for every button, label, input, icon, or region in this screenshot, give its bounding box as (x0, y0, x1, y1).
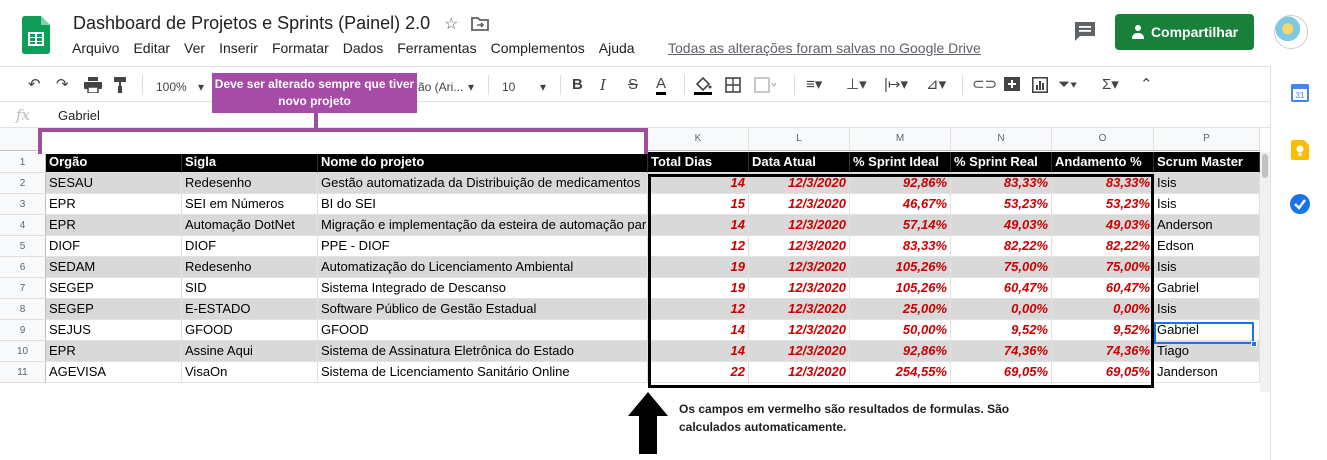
cell-sprint-ideal[interactable]: 105,26% (850, 257, 951, 278)
cell-scrum-master[interactable]: Isis (1154, 257, 1260, 278)
row-number[interactable]: 10 (0, 341, 46, 362)
cell-sprint-real[interactable]: 75,00% (951, 257, 1052, 278)
star-icon[interactable]: ☆ (444, 16, 459, 33)
cell-andamento[interactable]: 74,36% (1052, 341, 1154, 362)
calendar-icon[interactable] (1291, 84, 1309, 102)
cell-total-dias[interactable]: 12 (648, 299, 749, 320)
cell-andamento[interactable]: 82,22% (1052, 236, 1154, 257)
cell-orgao[interactable]: AGEVISA (46, 362, 182, 383)
cell-andamento[interactable]: 69,05% (1052, 362, 1154, 383)
cell-orgao[interactable]: SEJUS (46, 320, 182, 341)
menu-bar (72, 40, 649, 56)
italic-icon[interactable]: I (600, 76, 606, 94)
cell-data-atual[interactable]: 12/3/2020 (749, 341, 850, 362)
cell-sprint-ideal[interactable]: 254,55% (850, 362, 951, 383)
header-nome-projeto[interactable]: Nome do projeto (318, 152, 648, 173)
header-andamento[interactable]: Andamento % (1052, 152, 1154, 173)
menu-arquivo[interactable]: Arquivo (72, 40, 120, 56)
cell-total-dias[interactable]: 14 (648, 173, 749, 194)
cell-sprint-real[interactable]: 0,00% (951, 299, 1052, 320)
cell-sprint-real[interactable]: 74,36% (951, 341, 1052, 362)
tasks-icon[interactable] (1290, 194, 1310, 214)
cell-sigla[interactable]: GFOOD (182, 320, 318, 341)
user-avatar[interactable] (1274, 15, 1308, 49)
row-number[interactable]: 2 (0, 173, 46, 194)
row-number[interactable]: 11 (0, 362, 46, 383)
header-scrum-master[interactable]: Scrum Master (1154, 152, 1260, 173)
side-panel (1270, 66, 1327, 460)
annotation-connector (314, 113, 318, 129)
cell-andamento[interactable]: 49,03% (1052, 215, 1154, 236)
header-sigla[interactable]: Sigla (182, 152, 318, 173)
cell-nome-projeto[interactable]: Software Público de Gestão Estadual (318, 299, 648, 320)
cell-andamento[interactable]: 75,00% (1052, 257, 1154, 278)
undo-icon[interactable]: ↶ (28, 76, 41, 93)
row-number[interactable]: 5 (0, 236, 46, 257)
text-color-icon[interactable]: A (656, 75, 666, 95)
cell-total-dias[interactable]: 19 (648, 278, 749, 299)
header-orgao[interactable]: Orgão (46, 152, 182, 173)
cell-sigla[interactable]: SEI em Números (182, 194, 318, 215)
column-header-l[interactable]: L (749, 128, 850, 151)
vertical-scrollbar-track[interactable] (1260, 152, 1270, 392)
column-header-o[interactable]: O (1052, 128, 1154, 151)
row-number[interactable]: 7 (0, 278, 46, 299)
borders-icon[interactable] (725, 77, 741, 93)
keep-icon[interactable] (1291, 140, 1309, 160)
cell-sprint-ideal[interactable]: 57,14% (850, 215, 951, 236)
menu-editar[interactable]: Editar (133, 40, 171, 56)
zoom-select[interactable]: 100% (156, 80, 187, 94)
annotation-callout: Deve ser alterado sempre que tiver novo projeto (212, 73, 417, 113)
strikethrough-icon[interactable]: S (628, 76, 639, 93)
cell-andamento[interactable]: 60,47% (1052, 278, 1154, 299)
share-label: Compartilhar (1150, 24, 1239, 40)
horizontal-align-icon[interactable]: ≡▾ (806, 76, 823, 93)
cell-orgao[interactable]: SESAU (46, 173, 182, 194)
zoom-chevron-down-icon[interactable]: ▾ (198, 80, 205, 94)
cell-scrum-master[interactable]: Isis (1154, 194, 1260, 215)
bold-icon[interactable]: B (572, 76, 583, 93)
insert-link-icon[interactable]: ⊂⊃ (972, 76, 998, 93)
vertical-align-icon[interactable]: ⊥▾ (846, 76, 867, 93)
annotation-highlight-box (38, 128, 648, 154)
cell-total-dias[interactable]: 12 (648, 236, 749, 257)
header-total-dias[interactable]: Total Dias (648, 152, 749, 173)
cell-sigla[interactable]: Automação DotNet (182, 215, 318, 236)
filter-icon[interactable]: ⏷▾ (1058, 76, 1078, 93)
cell-sigla[interactable]: VisaOn (182, 362, 318, 383)
row-number[interactable]: 4 (0, 215, 46, 236)
cell-scrum-master[interactable]: Isis (1154, 173, 1260, 194)
cell-orgao[interactable]: SEGEP (46, 278, 182, 299)
cell-data-atual[interactable]: 12/3/2020 (749, 194, 850, 215)
cell-andamento[interactable]: 83,33% (1052, 173, 1154, 194)
cell-orgao[interactable]: EPR (46, 194, 182, 215)
cell-total-dias[interactable]: 14 (648, 320, 749, 341)
menu-ver[interactable]: Ver (184, 40, 206, 56)
toolbar (0, 66, 1270, 102)
cell-sprint-real[interactable]: 53,23% (951, 194, 1052, 215)
column-header-n[interactable]: N (951, 128, 1052, 151)
cell-nome-projeto[interactable]: Migração e implementação da esteira de automação par (318, 215, 648, 236)
cell-total-dias[interactable]: 14 (648, 341, 749, 362)
cell-data-atual[interactable]: 12/3/2020 (749, 320, 850, 341)
sheets-logo-icon[interactable] (22, 16, 50, 54)
cell-total-dias[interactable]: 14 (648, 215, 749, 236)
cell-sprint-ideal[interactable]: 25,00% (850, 299, 951, 320)
cell-nome-projeto[interactable]: Gestão automatizada da Distribuição de medicamentos (318, 173, 648, 194)
formula-note: Os campos em vermelho são resultados de formulas. São calculados automaticamente. (679, 402, 1010, 434)
menu-complementos[interactable]: Complementos (490, 40, 585, 56)
cell-orgao[interactable]: SEDAM (46, 257, 182, 278)
formula-input[interactable]: Gabriel (58, 108, 100, 123)
merge-cells-icon[interactable] (754, 77, 778, 93)
cell-sigla[interactable]: Assine Aqui (182, 341, 318, 362)
person-lock-icon (1131, 24, 1145, 40)
font-size-select[interactable]: 10 (502, 80, 516, 94)
cell-sprint-ideal[interactable]: 46,67% (850, 194, 951, 215)
collapse-toolbar-chevron-up-icon[interactable]: ⌃ (1140, 76, 1153, 93)
cell-nome-projeto[interactable]: BI do SEI (318, 194, 648, 215)
cell-sprint-real[interactable]: 9,52% (951, 320, 1052, 341)
comments-icon[interactable] (1073, 20, 1097, 42)
formula-bar (0, 102, 1270, 128)
column-header-p[interactable]: P (1154, 128, 1260, 151)
menu-dados[interactable]: Dados (342, 40, 384, 56)
row-number[interactable]: 8 (0, 299, 46, 320)
insert-chart-icon[interactable] (1032, 77, 1048, 93)
menu-inserir[interactable]: Inserir (219, 40, 258, 56)
cell-andamento[interactable]: 9,52% (1052, 320, 1154, 341)
cell-sprint-ideal[interactable]: 105,26% (850, 278, 951, 299)
cell-sigla[interactable]: SID (182, 278, 318, 299)
insert-comment-icon[interactable] (1004, 77, 1020, 93)
cell-data-atual[interactable]: 12/3/2020 (749, 215, 850, 236)
header-sprint-ideal[interactable]: % Sprint Ideal (850, 152, 951, 173)
cell-total-dias[interactable]: 22 (648, 362, 749, 383)
cell-scrum-master[interactable]: Janderson (1154, 362, 1260, 383)
cell-sigla[interactable]: E-ESTADO (182, 299, 318, 320)
font-chevron-down-icon[interactable]: ▾ (468, 80, 475, 94)
cell-nome-projeto[interactable]: Automatização do Licenciamento Ambiental (318, 257, 648, 278)
cell-sprint-ideal[interactable]: 92,86% (850, 173, 951, 194)
cell-sigla[interactable]: Redesenho (182, 173, 318, 194)
cell-orgao[interactable]: EPR (46, 215, 182, 236)
cell-orgao[interactable]: EPR (46, 341, 182, 362)
row-number[interactable]: 9 (0, 320, 46, 341)
cell-scrum-master[interactable]: Gabriel (1154, 278, 1260, 299)
cell-data-atual[interactable]: 12/3/2020 (749, 278, 850, 299)
fill-handle[interactable] (1251, 341, 1257, 347)
fill-color-icon[interactable] (694, 76, 712, 96)
text-wrap-icon[interactable]: |↦▾ (884, 76, 908, 93)
header-data-atual[interactable]: Data Atual (749, 152, 850, 173)
cell-sigla[interactable]: DIOF (182, 236, 318, 257)
fx-icon: fx (16, 106, 31, 124)
cell-sprint-real[interactable]: 49,03% (951, 215, 1052, 236)
cell-nome-projeto[interactable]: Sistema Integrado de Descanso (318, 278, 648, 299)
cell-data-atual[interactable]: 12/3/2020 (749, 173, 850, 194)
menu-formatar[interactable]: Formatar (271, 40, 329, 56)
text-rotate-icon[interactable]: ⊿▾ (926, 76, 947, 93)
cell-scrum-master[interactable]: Gabriel (1154, 320, 1260, 341)
column-header-k[interactable]: K (648, 128, 749, 151)
cell-scrum-master[interactable]: Anderson (1154, 215, 1260, 236)
vertical-scrollbar-thumb[interactable] (1262, 154, 1268, 178)
cell-total-dias[interactable]: 19 (648, 257, 749, 278)
cell-nome-projeto[interactable]: PPE - DIOF (318, 236, 648, 257)
row-number[interactable]: 6 (0, 257, 46, 278)
cell-sprint-ideal[interactable]: 50,00% (850, 320, 951, 341)
cell-data-atual[interactable]: 12/3/2020 (749, 236, 850, 257)
cell-nome-projeto[interactable]: Sistema de Assinatura Eletrônica do Estado (318, 341, 648, 362)
column-header-m[interactable]: M (850, 128, 951, 151)
cell-sprint-real[interactable]: 69,05% (951, 362, 1052, 383)
cell-nome-projeto[interactable]: Sistema de Licenciamento Sanitário Online (318, 362, 648, 383)
menu-ferramentas[interactable]: Ferramentas (397, 40, 477, 56)
cell-scrum-master[interactable]: Tiago (1154, 341, 1260, 362)
paint-format-icon[interactable] (114, 77, 128, 93)
cell-data-atual[interactable]: 12/3/2020 (749, 257, 850, 278)
document-title[interactable]: Dashboard de Projetos e Sprints (Painel) 2.0 (73, 13, 431, 33)
row-number[interactable]: 1 (0, 152, 46, 173)
cell-andamento[interactable]: 0,00% (1052, 299, 1154, 320)
save-status-link[interactable]: Todas as alterações foram salvas no Google Drive (668, 40, 981, 56)
print-icon[interactable] (84, 77, 102, 93)
cell-sprint-real[interactable]: 83,33% (951, 173, 1052, 194)
cell-sigla[interactable]: Redesenho (182, 257, 318, 278)
share-button[interactable] (1115, 14, 1254, 50)
cell-scrum-master[interactable]: Edson (1154, 236, 1260, 257)
header-sprint-real[interactable]: % Sprint Real (951, 152, 1052, 173)
cell-andamento[interactable]: 53,23% (1052, 194, 1154, 215)
cell-data-atual[interactable]: 12/3/2020 (749, 299, 850, 320)
font-size-chevron-down-icon[interactable]: ▾ (540, 80, 547, 94)
cell-orgao[interactable]: DIOF (46, 236, 182, 257)
cell-sprint-real[interactable]: 60,47% (951, 278, 1052, 299)
cell-sprint-real[interactable]: 82,22% (951, 236, 1052, 257)
cell-orgao[interactable]: SEGEP (46, 299, 182, 320)
cell-sprint-ideal[interactable]: 83,33% (850, 236, 951, 257)
font-family-select[interactable]: ão (Ari... (418, 80, 464, 94)
cell-data-atual[interactable]: 12/3/2020 (749, 362, 850, 383)
cell-scrum-master[interactable]: Isis (1154, 299, 1260, 320)
up-arrow-icon (628, 392, 668, 454)
redo-icon[interactable]: ↷ (56, 76, 69, 93)
row-number[interactable]: 3 (0, 194, 46, 215)
cell-sprint-ideal[interactable]: 92,86% (850, 341, 951, 362)
cell-total-dias[interactable]: 15 (648, 194, 749, 215)
move-folder-icon[interactable] (471, 15, 489, 31)
svg-text:31: 31 (1295, 91, 1305, 100)
menu-ajuda[interactable]: Ajuda (598, 40, 635, 56)
functions-icon[interactable]: Σ▾ (1102, 76, 1119, 93)
cell-nome-projeto[interactable]: GFOOD (318, 320, 648, 341)
